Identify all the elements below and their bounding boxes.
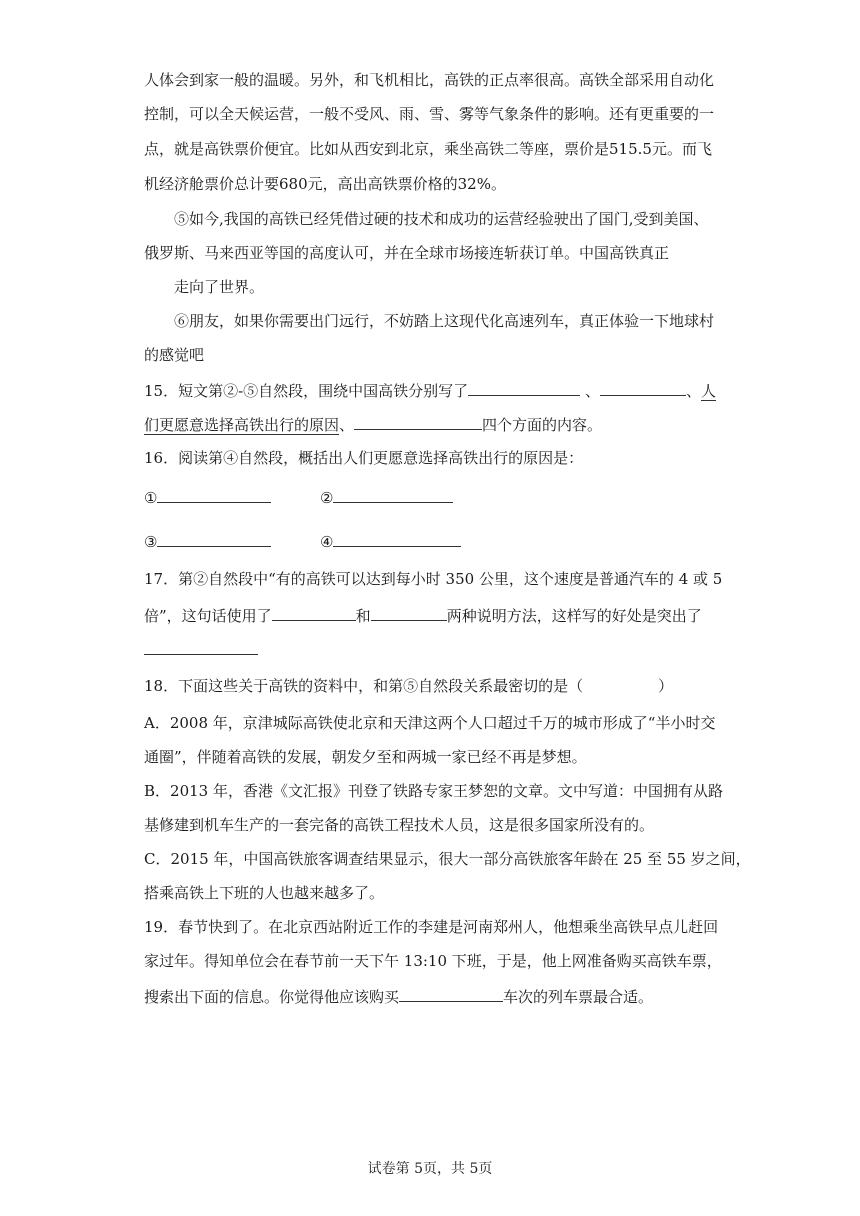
q16-answer-blank-4[interactable] xyxy=(333,530,461,547)
question-18-stem: 18．下面这些关于高铁的资料中，和第⑤自然段关系最密切的是（ ） xyxy=(144,677,674,695)
q17-answer-blank-1[interactable] xyxy=(272,604,356,621)
q17-answer-blank-3[interactable] xyxy=(144,638,258,655)
q15-answer-blank-3[interactable] xyxy=(354,413,482,430)
question-17-line-2 xyxy=(144,604,724,626)
q15-answer-blank-2[interactable] xyxy=(600,379,686,396)
q19-answer-blank[interactable] xyxy=(399,985,503,1002)
q16-marker-4: ④ xyxy=(320,533,334,551)
q15-sep-2: 、 xyxy=(685,382,701,400)
q18-option-b-line-1: B．2013 年，香港《文汇报》刊登了铁路专家王梦恕的文章。文中写道：中国拥有从路 xyxy=(144,782,723,800)
q16-answer-4 xyxy=(320,530,461,552)
q15-answer-blank-1[interactable] xyxy=(468,379,580,396)
q15-underlined-text-a: 人 xyxy=(700,382,716,400)
q17-answer-blank-2[interactable] xyxy=(371,604,447,621)
question-15-line-2 xyxy=(144,413,724,435)
q16-answer-blank-3[interactable] xyxy=(157,530,271,547)
question-19-line-3 xyxy=(144,985,724,1007)
question-19-line-1: 19．春节快到了。在北京西站附近工作的李建是河南郑州人，他想乘坐高铁早点儿赶回 xyxy=(144,918,719,936)
q16-marker-3: ③ xyxy=(144,533,158,551)
passage-p5-line-3: 走向了世界。 xyxy=(174,278,265,296)
passage-p5-line-2: 俄罗斯、马来西亚等国的高度认可，并在全球市场接连斩获订单。中国高铁真正 xyxy=(144,244,670,262)
q18-option-b-line-2: 基修建到机车生产的一套完备的高铁工程技术人员，这是很多国家所没有的。 xyxy=(144,816,655,834)
question-19-line-2: 家过年。得知单位会在春节前一天下午 13:10 下班，于是，他上网准备购买高铁车票， xyxy=(144,952,722,970)
q16-answer-1 xyxy=(144,486,271,508)
question-17-line-1: 17．第②自然段中“有的高铁可以达到每小时 350 公里，这个速度是普通汽车的 4 或 5 xyxy=(144,570,723,588)
passage-p6-line-2: 的感觉吧 xyxy=(144,346,205,364)
q17-text-c: 两种说明方法，这样写的好处是突出了 xyxy=(446,607,702,625)
q15-underlined-text-b: 们更愿意选择高铁出行的原因 xyxy=(144,416,340,434)
q19-text-a: 搜索出下面的信息。你觉得他应该购买 xyxy=(144,988,400,1006)
passage-p4-line-3: 点，就是高铁票价便宜。比如从西安到北京，乘坐高铁二等座，票价是515.5元。而飞 xyxy=(144,140,712,158)
q17-text-a: 倍”，这句话使用了 xyxy=(144,607,272,625)
q16-marker-2: ② xyxy=(320,489,334,507)
question-17-line-3 xyxy=(144,638,724,660)
q15-sep-3: 、 xyxy=(339,416,355,434)
q16-answer-3 xyxy=(144,530,271,552)
q17-text-b: 和 xyxy=(355,607,371,625)
question-15-line-1 xyxy=(144,379,724,401)
q15-sep-1: 、 xyxy=(580,382,600,400)
q18-option-a-line-1: A．2008 年，京津城际高铁使北京和天津这两个人口超过千万的城市形成了“半小时交 xyxy=(144,714,716,732)
q15-stem: 15．短文第②-⑤自然段，围绕中国高铁分别写了 xyxy=(144,382,469,400)
q16-marker-1: ① xyxy=(144,489,158,507)
q16-answer-blank-1[interactable] xyxy=(157,486,271,503)
q15-end: 四个方面的内容。 xyxy=(482,416,603,434)
passage-p4-line-2: 控制，可以全天候运营，一般不受风、雨、雪、雾等气象条件的影响。还有更重要的一 xyxy=(144,105,715,123)
q16-answer-blank-2[interactable] xyxy=(333,486,453,503)
q19-text-b: 车次的列车票最合适。 xyxy=(503,988,654,1006)
passage-p6-line-1: ⑥朋友，如果你需要出门远行，不妨踏上这现代化高速列车，真正体验一下地球村 xyxy=(174,312,715,330)
passage-p4-line-4: 机经济舱票价总计要680元，高出高铁票价格的32%。 xyxy=(144,175,506,193)
q18-option-a-line-2: 通圈”，伴随着高铁的发展，朝发夕至和两城一家已经不再是梦想。 xyxy=(144,748,587,766)
q18-option-c-line-1: C．2015 年，中国高铁旅客调查结果显示，很大一部分高铁旅客年龄在 25 至 55 岁之间， xyxy=(144,850,751,868)
passage-p4-line-1: 人体会到家一般的温暖。另外，和飞机相比，高铁的正点率很高。高铁全部采用自动化 xyxy=(144,71,715,89)
question-16-stem: 16．阅读第④自然段，概括出人们更愿意选择高铁出行的原因是： xyxy=(144,449,584,467)
page-footer: 试卷第 5页，共 5页 xyxy=(367,1161,493,1177)
q16-answer-2 xyxy=(320,486,453,508)
passage-p5-line-1: ⑤如今,我国的高铁已经凭借过硬的技术和成功的运营经验驶出了国门,受到美国、 xyxy=(174,210,709,228)
q18-option-c-line-2: 搭乘高铁上下班的人也越来越多了。 xyxy=(144,884,385,902)
